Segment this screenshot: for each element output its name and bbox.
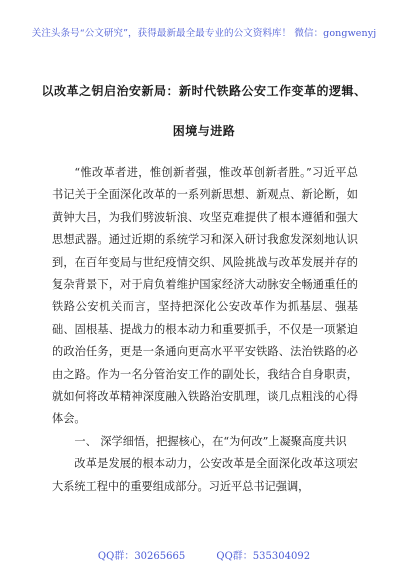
section-heading: 一、 深学细悟，把握核心，在“为何改”上凝聚高度共识: [74, 434, 347, 448]
qq-group-2: QQ群：535304092: [216, 551, 311, 562]
document-title-line-1: 以改革之钥启治安新局：新时代铁路公安工作变革的逻辑、: [41, 84, 367, 98]
footer-contact: [0, 547, 408, 562]
document-body: [52, 162, 358, 498]
paragraph: 改革是发展的根本动力，公安改革是全面深化改革这项宏大系统工程中的重要组成部分。习近平总书记强调，: [52, 457, 358, 493]
header-banner: 关注头条号“公文研究”，获得最新最全最专业的公文资料库！ 微信：gongwenyj: [31, 28, 377, 39]
paragraph: “惟改革者进，惟创新者强，惟改革创新者胜。”习近平总书记关于全面深化改革的一系列新思想、新观点、新论断，如黄钟大吕，为我们劈波斩浪、攻坚克难提供了根本遵循和强大思想武器。通过近期的系统学习和深入研讨我愈发深刻地认识到，在百年变局与世纪疫情交织、风险挑战与改革发展并存的复杂背景下，对于肩负着维护国家经济大动脉安全畅通重任的铁路公安机关而言，坚持把深化公安改革作为抓基层、强基础、固根基、提战力的根本动力和重要抓手，不仅是一项紧迫的政治任务，更是一条通向更高水平平安铁路、法治铁路的必由之路。作为一名分管治安工作的副处长，我结合自身职责，就如何将改革精神深度融入铁路治安肌理，谈几点粗浅的心得体会。: [52, 166, 358, 426]
qq-group-1: QQ群：30265665: [97, 551, 186, 562]
document-title-line-2: 困境与进路: [172, 124, 236, 138]
